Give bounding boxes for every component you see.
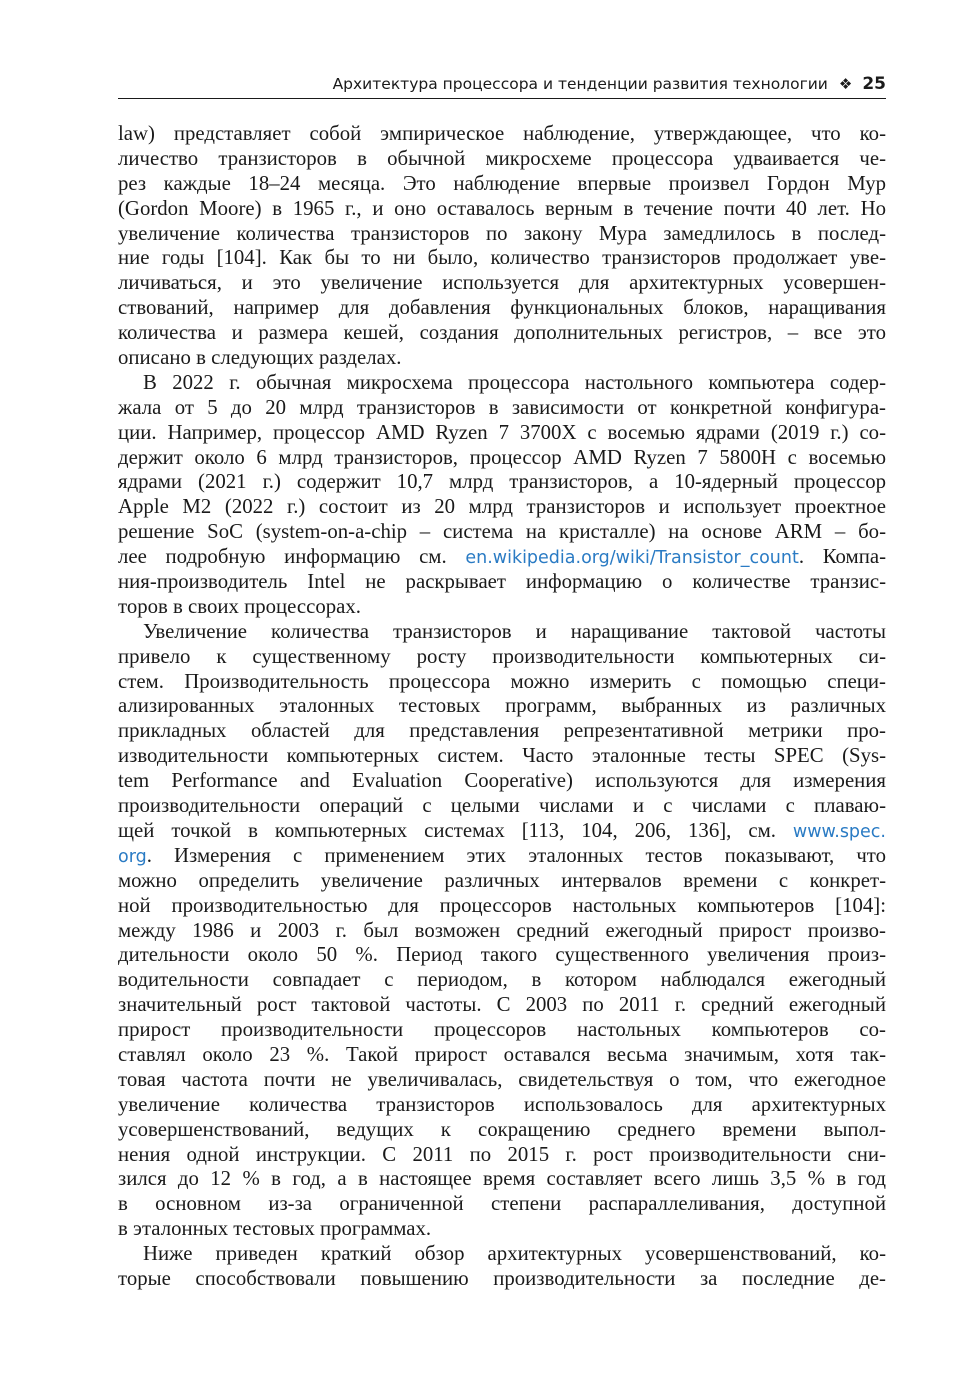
text-fragment: . Измерения с применением этих эталонных тестов показывают, что <box>146 843 886 867</box>
text-line: личиваться, и это увеличение используется для архитектурных усовершен- <box>118 271 886 295</box>
paragraph-4 <box>118 1242 886 1292</box>
text-line: tem Performance and Evaluation Cooperative) используются для измерения <box>118 769 886 793</box>
text-line: ние годы [104]. Как бы то ни было, количество транзисторов продолжает уве- <box>118 246 886 270</box>
text-line: прикладных областей для представления репрезентативной метрики про- <box>118 719 886 743</box>
text-line: в эталонных тестовых программах. <box>118 1217 432 1241</box>
wikipedia-link[interactable]: en.wikipedia.org/wiki/Transistor_count <box>465 548 799 569</box>
running-header <box>118 70 886 99</box>
text-line: зился до 12 % в год, а в настоящее время составляет всего лишь 3,5 % в год <box>118 1167 886 1191</box>
text-line: (Gordon Moore) в 1965 г., и оно оставалось верным в течение почти 40 лет. Но <box>118 196 886 220</box>
text-line <box>118 819 886 844</box>
text-line: В 2022 г. обычная микросхема процессора настольного компьютера содер- <box>143 370 886 394</box>
text-line: Apple M2 (2022 г.) состоит из 20 млрд транзисторов и использует проектное <box>118 495 886 519</box>
text-line: ции. Например, процессор AMD Ryzen 7 3700X с восемью ядрами (2019 г.) со- <box>118 420 886 444</box>
text-line: решение SoC (system-on-a-chip – система на кристалле) на основе ARM – бо- <box>118 520 886 544</box>
text-line: law) представляет собой эмпирическое наблюдение, утверждающее, что ко- <box>118 122 886 145</box>
body-text <box>118 122 886 1292</box>
text-line: значительный рост тактовой частоты. С 2003 по 2011 г. средний ежегодный <box>118 993 886 1017</box>
text-line: ния-производитель Intel не раскрывает информацию о количестве транзис- <box>118 570 886 594</box>
text-line: стем. Производительность процессора можно измерить с помощью специ- <box>118 669 886 693</box>
text-line: привело к существенному росту производительности компьютерных си- <box>118 644 886 668</box>
text-line <box>118 844 886 869</box>
text-line <box>118 545 886 570</box>
text-line: торов в своих процессорах. <box>118 594 361 618</box>
ornament-icon: ❖ <box>838 74 853 93</box>
text-line: Ниже приведен краткий обзор архитектурных усовершенствований, ко- <box>143 1242 886 1266</box>
text-line: ствований, например для добавления функциональных блоков, наращивания <box>118 296 886 320</box>
text-line: дительности около 50 %. Период такого существенного увеличения произ- <box>118 943 886 967</box>
text-fragment: лее подробную информацию см. <box>118 545 466 569</box>
text-line: держит около 6 млрд транзисторов, процессор AMD Ryzen 7 5800H с восемью <box>118 445 886 469</box>
paragraph-1 <box>118 122 886 371</box>
text-line: между 1986 и 2003 г. был возможен средний ежегодный прирост произво- <box>118 918 886 942</box>
text-line: прирост производительности процессоров настольных компьютеров со- <box>118 1018 886 1042</box>
text-line: рез каждые 18–24 месяца. Это наблюдение впервые произвел Гордон Мур <box>118 171 886 195</box>
text-line: усовершенствований, ведущих к сокращению среднего времени выпол- <box>118 1117 886 1141</box>
text-fragment: . Компа- <box>798 545 886 569</box>
text-line: увеличение количества транзисторов использовалось для архитектурных <box>118 1092 886 1116</box>
header-title: Архитектура процессора и тенденции развития технологии <box>332 75 828 93</box>
text-line: ной производительностью для процессоров настольных компьютеров [104]: <box>118 893 886 917</box>
text-line: торые способствовали повышению производительности за последние де- <box>118 1266 886 1290</box>
paragraph-2 <box>118 371 886 620</box>
text-line: ядрами (2021 г.) содержит 10,7 млрд транзисторов, а 10-ядерный процессор <box>118 470 886 494</box>
spec-link-part-1[interactable]: www.spec. <box>792 821 886 842</box>
text-line: Увеличение количества транзисторов и наращивание тактовой частоты <box>143 619 886 643</box>
text-line: жала от 5 до 20 млрд транзисторов в зависимости от конкретной конфигура- <box>118 395 886 419</box>
text-line: водительности совпадает с периодом, в котором наблюдался ежегодный <box>118 968 886 992</box>
spec-link-part-2[interactable]: org <box>118 846 147 867</box>
text-line: количества и размера кешей, создания дополнительных регистров, – все это <box>118 321 886 345</box>
paragraph-3 <box>118 620 886 1242</box>
text-line: увеличение количества транзисторов по закону Мура замедлилось в послед- <box>118 221 886 245</box>
page-number: 25 <box>862 74 886 94</box>
text-line: личество транзисторов в обычной микросхеме процессора удваивается че- <box>118 146 886 170</box>
text-line: можно определить увеличение различных интервалов времени с конкрет- <box>118 868 886 892</box>
text-line: ализированных эталонных тестовых программ, выбранных из различных <box>118 694 886 718</box>
text-line: изводительности компьютерных систем. Часто эталонные тесты SPEC (Sys- <box>118 744 886 768</box>
text-line: нения одной инструкции. С 2011 по 2015 г. рост производительности сни- <box>118 1142 886 1166</box>
text-line: ставлял около 23 %. Такой прирост оставался весьма значимым, хотя так- <box>118 1042 886 1066</box>
text-line: в основном из-за ограниченной степени распараллеливания, доступной <box>118 1192 886 1216</box>
text-line: описано в следующих разделах. <box>118 346 402 370</box>
text-line: товая частота почти не увеличивалась, свидетельствуя о том, что ежегодное <box>118 1067 886 1091</box>
text-fragment: щей точкой в компьютерных системах [113, 104, 206, 136], см. <box>118 818 793 842</box>
text-line: производительности операций с целыми числами и с числами с плаваю- <box>118 794 886 818</box>
